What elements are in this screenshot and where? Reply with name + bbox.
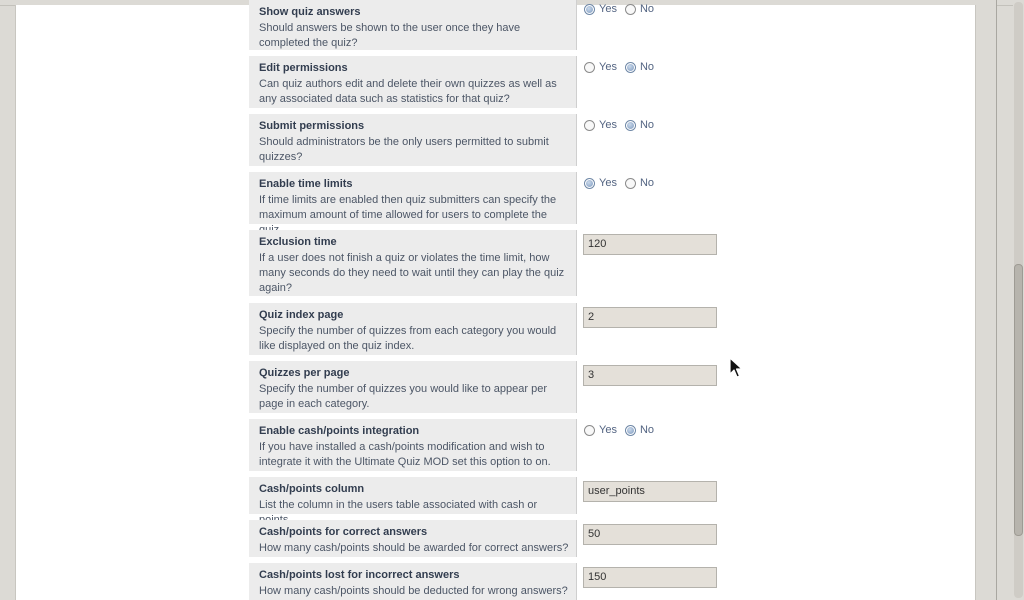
setting-title: Edit permissions <box>259 62 348 74</box>
setting-row-enable-time-limits <box>249 172 949 224</box>
setting-title: Exclusion time <box>259 236 337 248</box>
enable-time-limits-no-option[interactable] <box>625 177 654 189</box>
setting-label-cell <box>249 114 577 166</box>
submit-permissions-no-option[interactable] <box>625 119 654 131</box>
setting-title: Show quiz answers <box>259 6 361 18</box>
setting-title: Cash/points lost for incorrect answers <box>259 569 460 581</box>
setting-label-cell <box>249 303 577 355</box>
enable-time-limits-yes-radio[interactable] <box>584 178 595 189</box>
setting-label-cell <box>249 56 577 108</box>
setting-title: Submit permissions <box>259 120 365 132</box>
yes-label: Yes <box>599 61 617 73</box>
setting-title: Quiz index page <box>259 309 344 321</box>
edit-permissions-no-radio[interactable] <box>625 62 636 73</box>
setting-title: Cash/points for correct answers <box>259 526 428 538</box>
no-label: No <box>639 177 655 189</box>
setting-description: Specify the number of quizzes from each category you would like displayed on the quiz index. <box>259 325 557 352</box>
yes-label: Yes <box>599 119 617 131</box>
setting-label-cell <box>249 477 577 514</box>
setting-description: Can quiz authors edit and delete their own quizzes as well as any associated data such as statistics for that quiz? <box>259 78 557 105</box>
enable-time-limits-radio-group <box>584 177 662 189</box>
edit-permissions-no-option[interactable] <box>625 61 654 73</box>
setting-title: Cash/points column <box>259 483 365 495</box>
cash-points-column-input[interactable]: user_points <box>583 481 717 502</box>
enable-cash-points-radio-group <box>584 424 662 436</box>
show-quiz-answers-yes-radio[interactable] <box>584 4 595 15</box>
setting-description: If you have installed a cash/points modification and wish to integrate it with the Ultimate Quiz MOD set this option to on. <box>259 441 551 468</box>
setting-row-exclusion-time <box>249 230 949 296</box>
yes-label: Yes <box>599 424 617 436</box>
show-quiz-answers-yes-option[interactable] <box>584 3 617 15</box>
setting-description: How many cash/points should be deducted for wrong answers? <box>259 585 568 597</box>
enable-time-limits-yes-option[interactable] <box>584 177 617 189</box>
setting-row-enable-cash-points <box>249 419 949 471</box>
no-label: No <box>639 424 655 436</box>
exclusion-time-input[interactable]: 120 <box>583 234 717 255</box>
show-quiz-answers-no-option[interactable] <box>625 3 654 15</box>
setting-row-quiz-index-page <box>249 303 949 355</box>
cash-points-correct-input[interactable]: 50 <box>583 524 717 545</box>
quiz-index-page-input[interactable]: 2 <box>583 307 717 328</box>
yes-label: Yes <box>599 3 617 15</box>
setting-label-cell <box>249 230 577 296</box>
submit-permissions-radio-group <box>584 119 662 131</box>
edit-permissions-yes-radio[interactable] <box>584 62 595 73</box>
setting-title: Quizzes per page <box>259 367 350 379</box>
enable-cash-points-no-radio[interactable] <box>625 425 636 436</box>
show-quiz-answers-no-radio[interactable] <box>625 4 636 15</box>
no-label: No <box>639 3 655 15</box>
setting-label-cell <box>249 0 577 50</box>
setting-row-edit-permissions <box>249 56 949 108</box>
setting-description: If a user does not finish a quiz or violates the time limit, how many seconds do they need to wait until they can play the quiz again? <box>259 252 565 294</box>
setting-description: Should answers be shown to the user once they have completed the quiz? <box>259 22 521 49</box>
setting-row-show-quiz-answers <box>249 0 949 50</box>
page-right-border <box>996 0 997 600</box>
setting-label-cell <box>249 172 577 224</box>
setting-label-cell <box>249 520 577 557</box>
no-label: No <box>639 61 655 73</box>
setting-row-cash-points-column <box>249 477 949 514</box>
edit-permissions-radio-group <box>584 61 662 73</box>
no-label: No <box>639 119 655 131</box>
show-quiz-answers-radio-group <box>584 3 662 15</box>
setting-label-cell <box>249 361 577 413</box>
setting-row-cash-points-correct <box>249 520 949 557</box>
yes-label: Yes <box>599 177 617 189</box>
vertical-scrollbar[interactable] <box>1013 0 1024 600</box>
submit-permissions-yes-radio[interactable] <box>584 120 595 131</box>
setting-label-cell <box>249 563 577 600</box>
setting-title: Enable cash/points integration <box>259 425 420 437</box>
edit-permissions-yes-option[interactable] <box>584 61 617 73</box>
setting-row-quizzes-per-page <box>249 361 949 413</box>
page-right-gutter <box>976 5 997 600</box>
setting-row-submit-permissions <box>249 114 949 166</box>
setting-description: Specify the number of quizzes you would like to appear per page in each category. <box>259 383 547 410</box>
scrollbar-thumb[interactable] <box>1014 264 1023 536</box>
setting-description: Should administrators be the only users permitted to submit quizzes? <box>259 136 549 163</box>
enable-cash-points-no-option[interactable] <box>625 424 654 436</box>
enable-cash-points-yes-option[interactable] <box>584 424 617 436</box>
quizzes-per-page-input[interactable]: 3 <box>583 365 717 386</box>
setting-row-cash-points-incorrect <box>249 563 949 600</box>
setting-description: If time limits are enabled then quiz submitters can specify the maximum amount of time allowed for users to complete the <box>259 194 557 221</box>
mouse-pointer-icon <box>729 357 743 379</box>
setting-label-cell <box>249 419 577 471</box>
cash-points-incorrect-input[interactable]: 150 <box>583 567 717 588</box>
enable-cash-points-yes-radio[interactable] <box>584 425 595 436</box>
submit-permissions-yes-option[interactable] <box>584 119 617 131</box>
setting-description: How many cash/points should be awarded for correct answers? <box>259 542 569 554</box>
submit-permissions-no-radio[interactable] <box>625 120 636 131</box>
setting-description: List the column in the users table associated with cash or <box>259 499 538 511</box>
setting-title: Enable time limits <box>259 178 353 190</box>
enable-time-limits-no-radio[interactable] <box>625 178 636 189</box>
